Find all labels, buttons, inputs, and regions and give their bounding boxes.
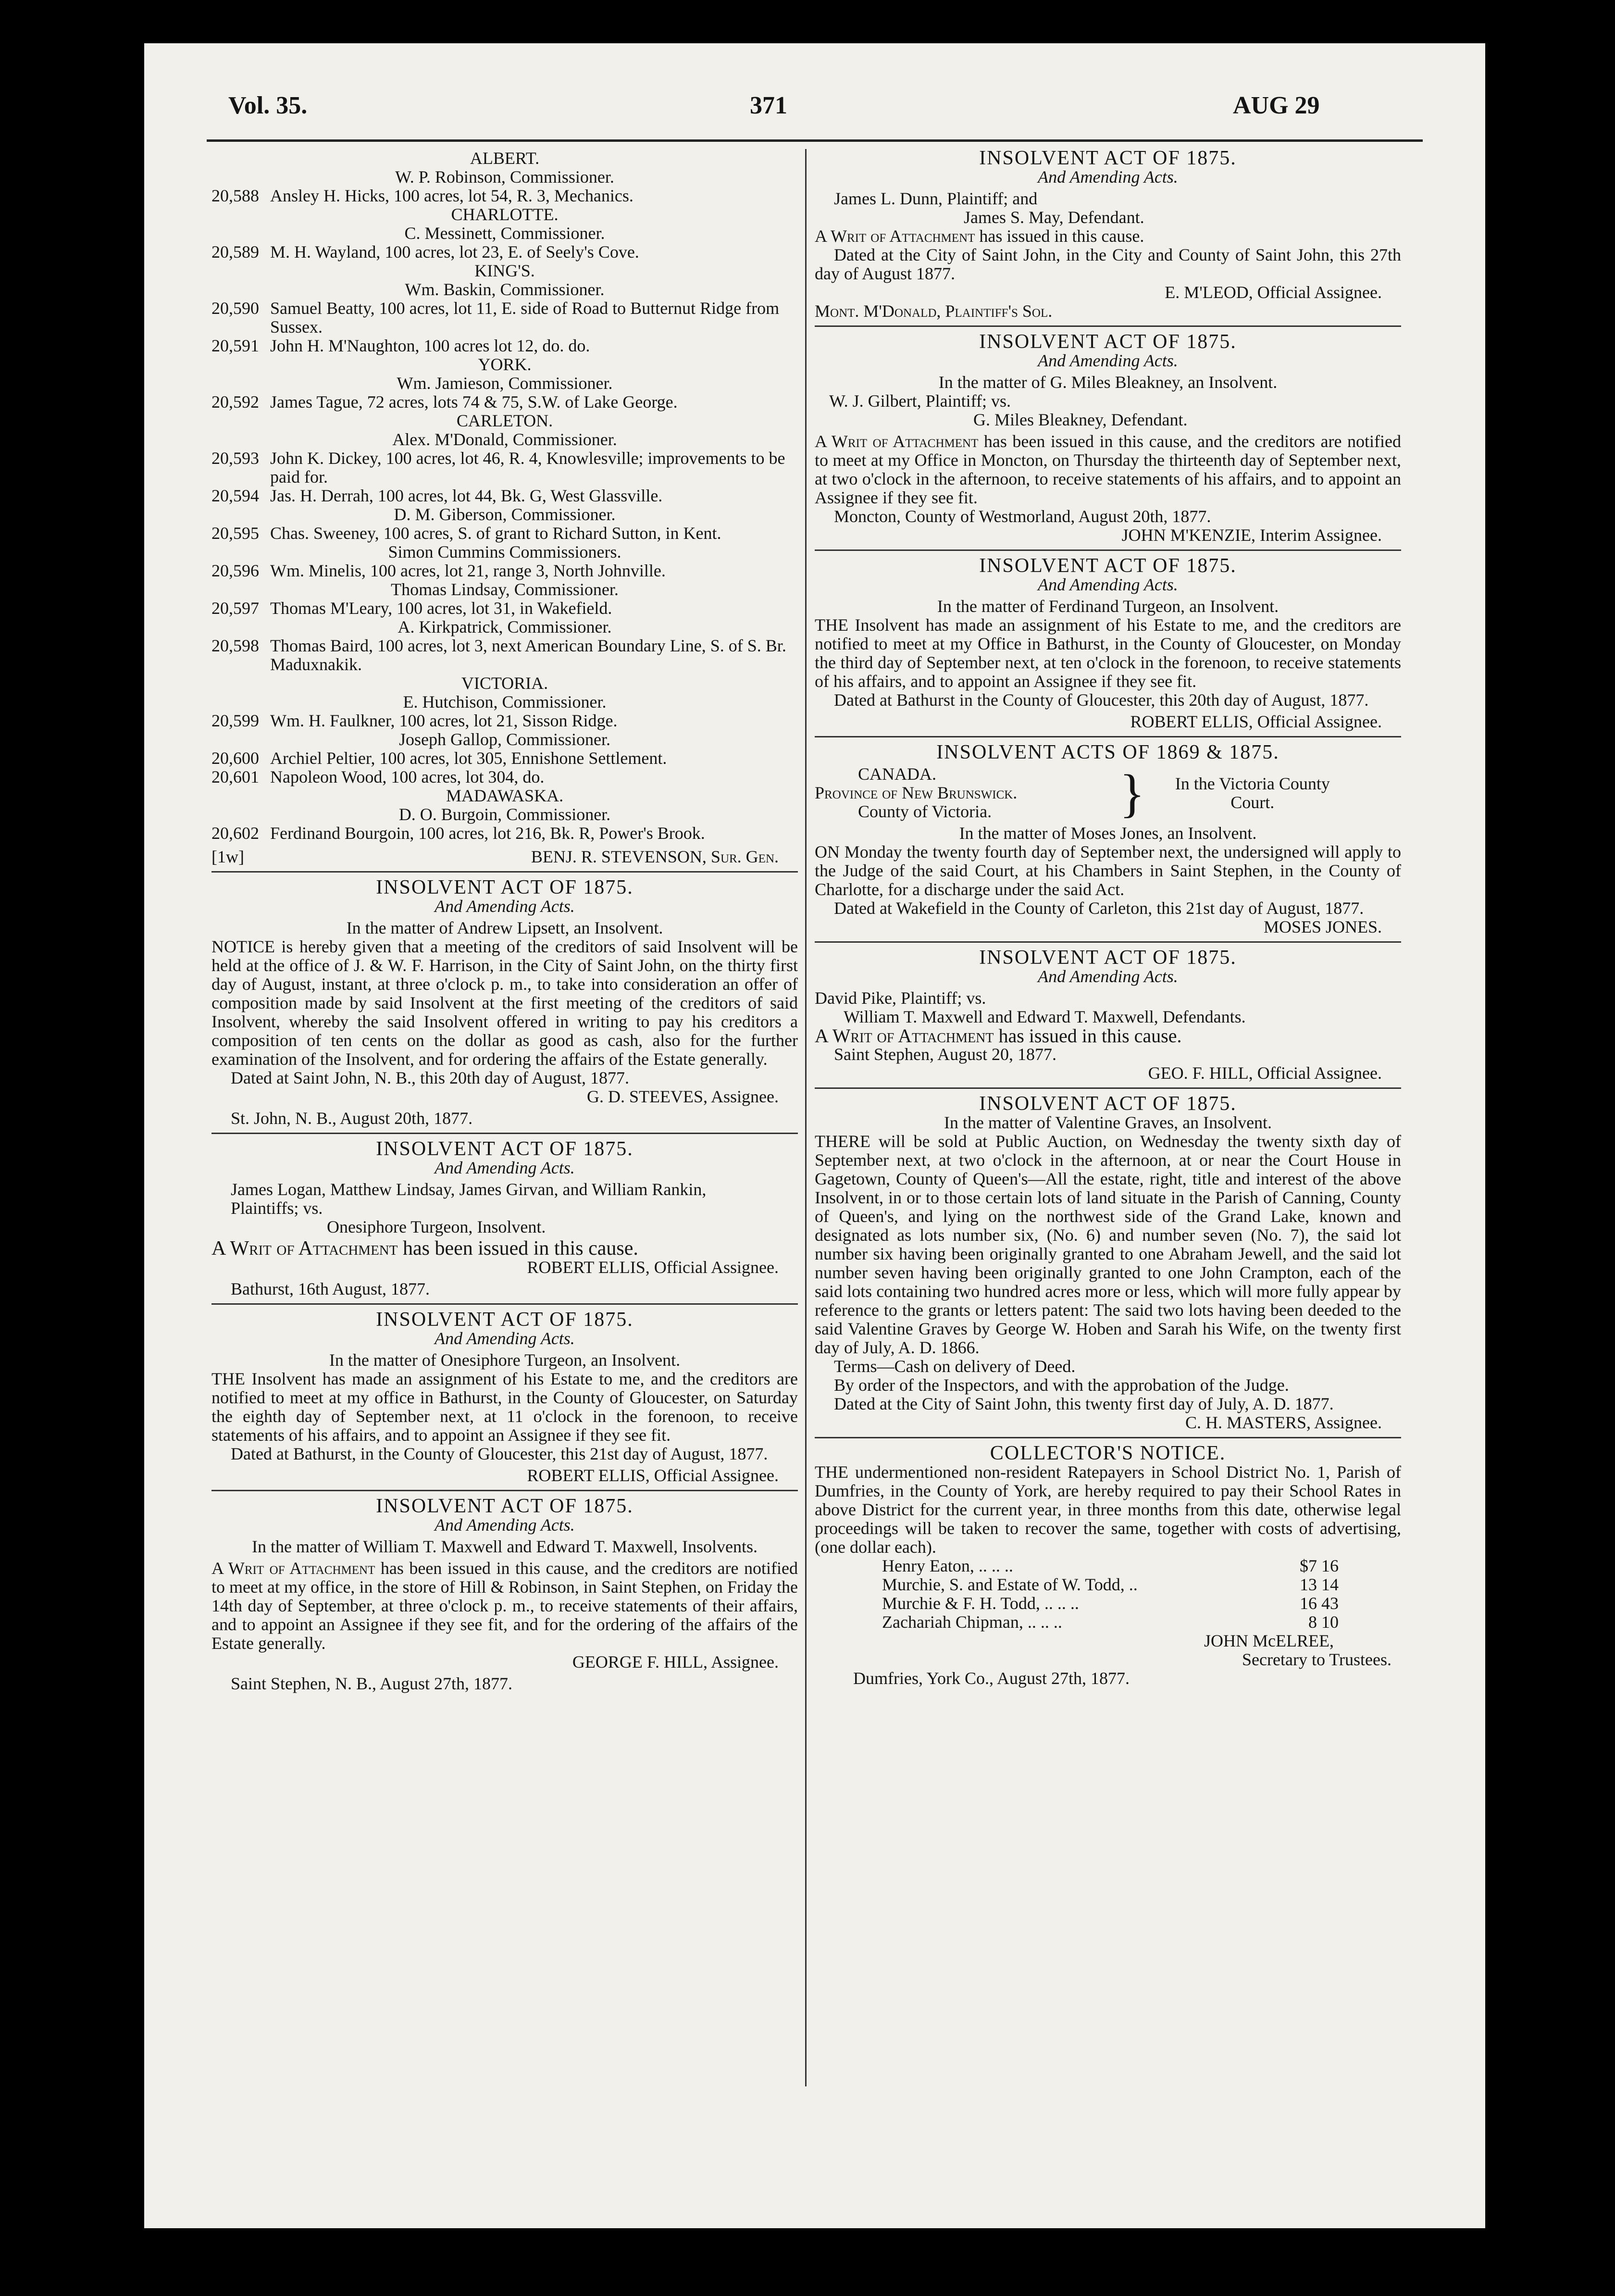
grant-entry [211,487,798,505]
notice-title: INSOLVENT ACT OF 1875. [979,947,1237,969]
grant-text: Jas. H. Derrah, 100 acres, lot 44, Bk. G, West Glassville. [270,486,663,505]
grant-text: Archiel Peltier, 100 acres, lot 305, Ennishone Settlement. [270,749,667,768]
separator [815,549,1401,551]
commissioner-line: D. M. Giberson, Commissioner. [394,505,616,524]
ratepayer-name: Zachariah Chipman, .. .. .. [882,1612,1062,1632]
notice-bleakney [815,333,1401,545]
notice-signature: ROBERT ELLIS, Official Assignee. [527,1466,779,1485]
county-heading: KING'S. [474,261,535,280]
caption-county: County of Victoria. [858,802,992,821]
notice-dated: Dated at Bathurst in the County of Gloucester, this 20th day of August, 1877. [834,690,1369,710]
page-header [144,72,1485,130]
grant-entry [211,562,798,580]
grant-number: 20,600 [211,749,259,768]
volume-label: Vol. 35. [228,92,308,119]
column-divider [805,149,807,2086]
grant-number: 20,593 [211,449,259,468]
grant-text: Wm. Minelis, 100 acres, lot 21, range 3, North Johnville. [270,561,666,580]
notice-signature: JOHN M'KENZIE, Interim Assignee. [1121,525,1382,545]
grant-entry [211,636,798,674]
notice-terms: Terms—Cash on delivery of Deed. [834,1357,1076,1376]
caption-court: In the Victoria County Court. [1175,774,1330,812]
separator [211,1133,798,1134]
header-rule [207,139,1423,142]
notice-body: THE Insolvent has made an assignment of his Estate to me, and the creditors are notified to meet at my Office in Bathurst, in the County of Gloucester, on Monday the third day of September next, at ten o'clock in the forenoon, to receive statements of his affairs, and to appoint an Assignee if they see fit. [815,615,1401,691]
notice-matter: In the matter of G. Miles Bleakney, an Insolvent. [938,373,1278,392]
rate-amount: $7 16 [1300,1556,1339,1575]
separator [815,325,1401,327]
notice-signature: GEO. F. HILL, Official Assignee. [1148,1063,1382,1083]
notice-body: ON Monday the twenty fourth day of September next, the undersigned will apply to the Judge of the said Court, at his Chambers in Saint Stephen, in the County of Charlotte, for a discharge under the said Act. [815,842,1401,899]
grant-text: John H. M'Naughton, 100 acres lot 12, do. do. [270,336,590,355]
notice-matter: In the matter of Onesiphore Turgeon, an Insolvent. [329,1350,681,1370]
notice-dated: Dated at the City of Saint John, this twenty first day of July, A. D. 1877. [834,1394,1334,1413]
notice-body: has been issued in this cause, and the creditors are notified to meet at my office, in the store of Hill & Robinson, in Saint Stephen, on Friday the 14th day of September, at three o'clock p. m., to receive statements of their affairs, and to appoint an Assignee if they see fit, and for the ordering of the affairs of the Estate generally. [211,1559,798,1653]
notice-signature: C. H. MASTERS, Assignee. [1185,1413,1382,1432]
notice-logan [211,1140,798,1298]
grant-number: 20,601 [211,767,259,786]
grant-number: 20,590 [211,299,259,318]
grant-entry [211,711,798,730]
grant-text: Samuel Beatty, 100 acres, lot 11, E. side of Road to Butternut Ridge from Sussex. [270,299,780,337]
grant-number: 20,591 [211,336,259,355]
county-heading: YORK. [478,355,532,374]
grant-entry [211,524,798,543]
notice-sol: Mont. M'Donald, Plaintiff's Sol. [815,301,1053,321]
left-column [211,149,798,1693]
separator [815,1087,1401,1089]
commissioner-line: D. O. Burgoin, Commissioner. [398,805,611,824]
notice-matter: In the matter of William T. Maxwell and Edward T. Maxwell, Insolvents. [252,1537,758,1556]
notice-amend: And Amending Acts. [435,1158,575,1177]
court-caption [815,765,1401,821]
notice-footer: St. John, N. B., August 20th, 1877. [231,1109,473,1128]
notice-signature: GEORGE F. HILL, Assignee. [572,1652,779,1672]
notice-title: INSOLVENT ACT OF 1875. [979,147,1237,169]
notice-signature: MOSES JONES. [1263,917,1382,936]
grant-number: 20,602 [211,824,259,843]
grant-text: M. H. Wayland, 100 acres, lot 23, E. of Seely's Cove. [270,242,639,262]
notice-order: By order of the Inspectors, and with the approbation of the Judge. [834,1375,1289,1395]
grant-entry [211,187,798,205]
notice-plaintiff: W. J. Gilbert, Plaintiff; vs. [829,391,1011,411]
commissioner-line: A. Kirkpatrick, Commissioner. [398,617,612,636]
grant-text: Ansley H. Hicks, 100 acres, lot 54, R. 3, Mechanics. [270,186,634,205]
collector-notice [815,1444,1401,1688]
separator [815,941,1401,943]
notice-lipsett [211,878,798,1128]
notice-body: THE undermentioned non-resident Ratepayers in School District No. 1, Parish of Dumfries, in the County of York, are hereby required to pay their School Rates in above District for the current year, in three months from this date, otherwise legal proceedings will be taken to recover the same, together with costs of advertising, (one dollar each). [815,1462,1401,1557]
notice-body: has been issued in this cause, and the creditors are notified to meet at my Office in Moncton, on Thursday the thirteenth day of September next, at two o'clock in the afternoon, to receive statements of his affairs, and to appoint an Assignee if they see fit. [815,432,1402,507]
separator [211,1303,798,1305]
rate-row [815,1575,1401,1594]
county-heading: VICTORIA. [461,674,548,693]
grant-entry [211,449,798,487]
notice-amend: And Amending Acts. [1038,167,1178,187]
rate-row [815,1557,1401,1575]
notice-dated: Saint Stephen, August 20, 1877. [834,1045,1057,1064]
grant-number: 20,599 [211,711,259,730]
collector-signer-title: Secretary to Trustees. [1242,1650,1391,1669]
grant-text: Thomas Baird, 100 acres, lot 3, next American Boundary Line, S. of S. Br. Maduxnakik. [270,636,786,674]
county-heading: CARLETON. [456,411,553,430]
notice-turgeon [211,1310,798,1485]
land-grants-list [211,149,798,843]
ratepayer-name: Murchie, S. and Estate of W. Todd, .. [882,1575,1138,1594]
notice-body: THE Insolvent has made an assignment of his Estate to me, and the creditors are notified to meet at my office in Bathurst, in the County of Gloucester, on Saturday the eighth day of September next, at 11 o'clock in the forenoon, to receive statements of his affairs, and to appoint an Assignee if they see fit. [211,1369,798,1445]
notice-signature: ROBERT ELLIS, Official Assignee. [1130,712,1382,731]
notice-dated: Dated at the City of Saint John, in the City and County of Saint John, this 27th day of August 1877. [815,245,1401,283]
notice-body: THERE will be sold at Public Auction, on Wednesday the twenty sixth day of September next, at two o'clock in the afternoon, at or near the Court House in Gagetown, County of Queen's—All the estate, right, title and interest of the above Insolvent, in or to those certain lots of land situate in the Parish of Canning, County of Queen's, and lying on the northwest side of the Grand Lake, known and designated as lots number six, (No. 6) and number seven (No. 7), the said lot number six having been originally granted to one Abraham Jewell, and the said lot number seven having been originally granted to one John Crampton, each of the said lots containing two hundred acres more or less, which will more fully appear by reference to the grants or letters patent: The said two lots having been deeded to the said Valentine Graves by George W. Hoben and Sarah his Wife, on the twenty first day of July, A. D. 1866. [815,1132,1401,1357]
grant-text: James Tague, 72 acres, lots 74 & 75, S.W. of Lake George. [270,392,678,412]
writ-pre: A [815,1025,828,1047]
notice-dated: Dated at Saint John, N. B., this 20th day of August, 1877. [231,1068,629,1087]
notice-defendant: Onesiphore Turgeon, Insolvent. [327,1217,546,1236]
rate-amount: 16 43 [1300,1594,1339,1613]
writ-label: A Writ of Attachment [815,432,979,451]
grant-entry [211,243,798,262]
writ-post: has been issued in this cause. [402,1237,638,1260]
notice-title: INSOLVENT ACTS OF 1869 & 1875. [936,741,1280,763]
ratepayer-name: Murchie & F. H. Todd, .. .. .. [882,1594,1079,1613]
commissioner-line: Joseph Gallop, Commissioner. [399,730,610,749]
notice-matter: In the matter of Moses Jones, an Insolvent. [959,824,1257,843]
county-heading: MADAWASKA. [446,786,564,805]
grant-entry [211,393,798,412]
notice-title: INSOLVENT ACT OF 1875. [376,1138,634,1160]
grant-number: 20,592 [211,392,259,412]
notice-dated: Dated at Wakefield in the County of Carleton, this 21st day of August, 1877. [834,898,1364,918]
commissioner-line: Wm. Baskin, Commissioner. [405,280,605,299]
rate-row [815,1594,1401,1613]
notice-ferdinand [815,557,1401,731]
grant-entry [211,768,798,786]
notice-defendant: James S. May, Defendant. [964,208,1144,227]
commissioner-line: W. P. Robinson, Commissioner. [395,167,614,187]
collector-signer: JOHN McELREE, [1204,1631,1334,1650]
grant-number: 20,597 [211,599,259,618]
brace-glyph: } [1119,763,1145,823]
caption-canada: CANADA. [858,764,937,784]
writ-label: Writ of Attachment [831,226,975,246]
separator [815,1437,1401,1438]
grants-signature: BENJ. R. STEVENSON, Sur. Gen. [531,847,779,866]
grant-text: Chas. Sweeney, 100 acres, S. of grant to Richard Sutton, in Kent. [270,524,721,543]
grant-entry [211,299,798,337]
notice-matter: In the matter of Valentine Graves, an Insolvent. [944,1113,1272,1132]
grants-footer [211,848,798,866]
commissioner-line: Wm. Jamieson, Commissioner. [397,374,613,393]
writ-pre: A [815,226,827,246]
notice-title: INSOLVENT ACT OF 1875. [376,1309,634,1331]
grant-text: John K. Dickey, 100 acres, lot 46, R. 4, Knowlesville; improvements to be paid for. [270,449,785,487]
notice-title: INSOLVENT ACT OF 1875. [376,876,634,898]
page-number: 371 [750,92,787,119]
grant-entry [211,749,798,768]
commissioner-line: Thomas Lindsay, Commissioner. [391,580,619,599]
notice-parties: James Logan, Matthew Lindsay, James Girvan, and William Rankin, Plaintiffs; vs. [231,1180,707,1218]
grant-text: Napoleon Wood, 100 acres, lot 304, do. [270,767,545,786]
grant-text: Wm. H. Faulkner, 100 acres, lot 21, Sisson Ridge. [270,711,618,730]
county-heading: ALBERT. [470,149,540,168]
issue-date: AUG 29 [1233,92,1320,119]
notice-jones [815,743,1401,936]
notice-pike [815,948,1401,1083]
commissioner-line: Alex. M'Donald, Commissioner. [392,430,617,449]
notice-signature: E. M'LEOD, Official Assignee. [1165,283,1382,302]
rates-list [815,1557,1401,1632]
county-heading: CHARLOTTE. [451,205,559,224]
commissioner-line: C. Messinett, Commissioner. [404,224,605,243]
writ-post: has issued in this cause. [979,226,1144,246]
writ-pre: A [211,1237,225,1260]
writ-label: Writ of Attachment [832,1025,994,1047]
notice-title: INSOLVENT ACT OF 1875. [979,331,1237,353]
notice-signature: G. D. STEEVES, Assignee. [587,1087,779,1106]
grant-entry [211,599,798,618]
separator [815,736,1401,737]
notice-amend: And Amending Acts. [1038,351,1178,370]
gazette-page [144,43,1485,2228]
grant-text: Thomas M'Leary, 100 acres, lot 31, in Wakefield. [270,599,612,618]
notice-amend: And Amending Acts. [1038,575,1178,594]
notice-plaintiff: James L. Dunn, Plaintiff; and [834,189,1038,208]
notice-title: INSOLVENT ACT OF 1875. [376,1495,634,1517]
writ-label: Writ of Attachment [230,1237,398,1260]
separator [211,1490,798,1491]
notice-defendant: William T. Maxwell and Edward T. Maxwell, Defendants. [844,1007,1246,1026]
grant-entry [211,337,798,355]
grant-number: 20,596 [211,561,259,580]
commissioner-line: Simon Cummins Commissioners. [388,542,621,562]
right-column [815,149,1401,1688]
notice-footer: Bathurst, 16th August, 1877. [231,1279,430,1298]
grant-number: 20,598 [211,636,259,655]
notice-amend: And Amending Acts. [435,1515,575,1535]
notice-amend: And Amending Acts. [1038,967,1178,986]
grant-number: 20,594 [211,486,259,505]
writ-post: has issued in this cause. [998,1025,1182,1047]
rate-amount: 13 14 [1300,1575,1339,1594]
rate-row [815,1613,1401,1632]
notice-signature: ROBERT ELLIS, Official Assignee. [527,1258,779,1277]
separator [211,871,798,873]
notice-matter: In the matter of Ferdinand Turgeon, an Insolvent. [937,597,1279,616]
writ-label: A Writ of Attachment [211,1559,375,1578]
notice-dated: Moncton, County of Westmorland, August 20th, 1877. [834,507,1211,526]
grant-number: 20,588 [211,186,259,205]
notice-title: INSOLVENT ACT OF 1875. [979,1093,1237,1115]
caption-province: Province of New Brunswick. [815,783,1018,802]
notice-footer: Dumfries, York Co., August 27th, 1877. [853,1669,1130,1688]
notice-dated: Dated at Bathurst, in the County of Gloucester, this 21st day of August, 1877. [231,1444,768,1463]
grant-number: 20,595 [211,524,259,543]
notice-amend: And Amending Acts. [435,1329,575,1348]
notice-matter: In the matter of Andrew Lipsett, an Insolvent. [346,918,663,937]
grant-text: Ferdinand Bourgoin, 100 acres, lot 216, Bk. R, Power's Brook. [270,824,705,843]
notice-title: INSOLVENT ACT OF 1875. [979,555,1237,577]
notice-maxwell-hill [211,1497,798,1693]
notice-amend: And Amending Acts. [435,897,575,916]
notice-plaintiff: David Pike, Plaintiff; vs. [815,988,986,1008]
notice-title: COLLECTOR'S NOTICE. [990,1442,1226,1464]
grants-tag: [1w] [211,847,244,866]
grant-number: 20,589 [211,242,259,262]
ratepayer-name: Henry Eaton, .. .. .. [882,1556,1013,1575]
notice-defendant: G. Miles Bleakney, Defendant. [973,410,1188,429]
notice-footer: Saint Stephen, N. B., August 27th, 1877. [231,1674,513,1693]
commissioner-line: E. Hutchison, Commissioner. [403,692,607,711]
notice-body: NOTICE is hereby given that a meeting of the creditors of said Insolvent will be held at the office of J. & W. F. Harrison, in the City of Saint John, on the thirty first day of August, instant, at three o'clock p. m., to take into consideration an offer of composition made by said Insolvent at the first meeting of the creditors of said Insolvent, whereby the said Insolvent offered in writing to pay his creditors a composition of ten cents on the dollar as good as cash, also for the further examination of the Insolvent, and for ordering the affairs of the Estate generally. [211,937,798,1069]
grant-entry [211,824,798,843]
notice-graves [815,1095,1401,1432]
rate-amount: 8 10 [1308,1612,1339,1632]
notice-dunn [815,149,1401,321]
